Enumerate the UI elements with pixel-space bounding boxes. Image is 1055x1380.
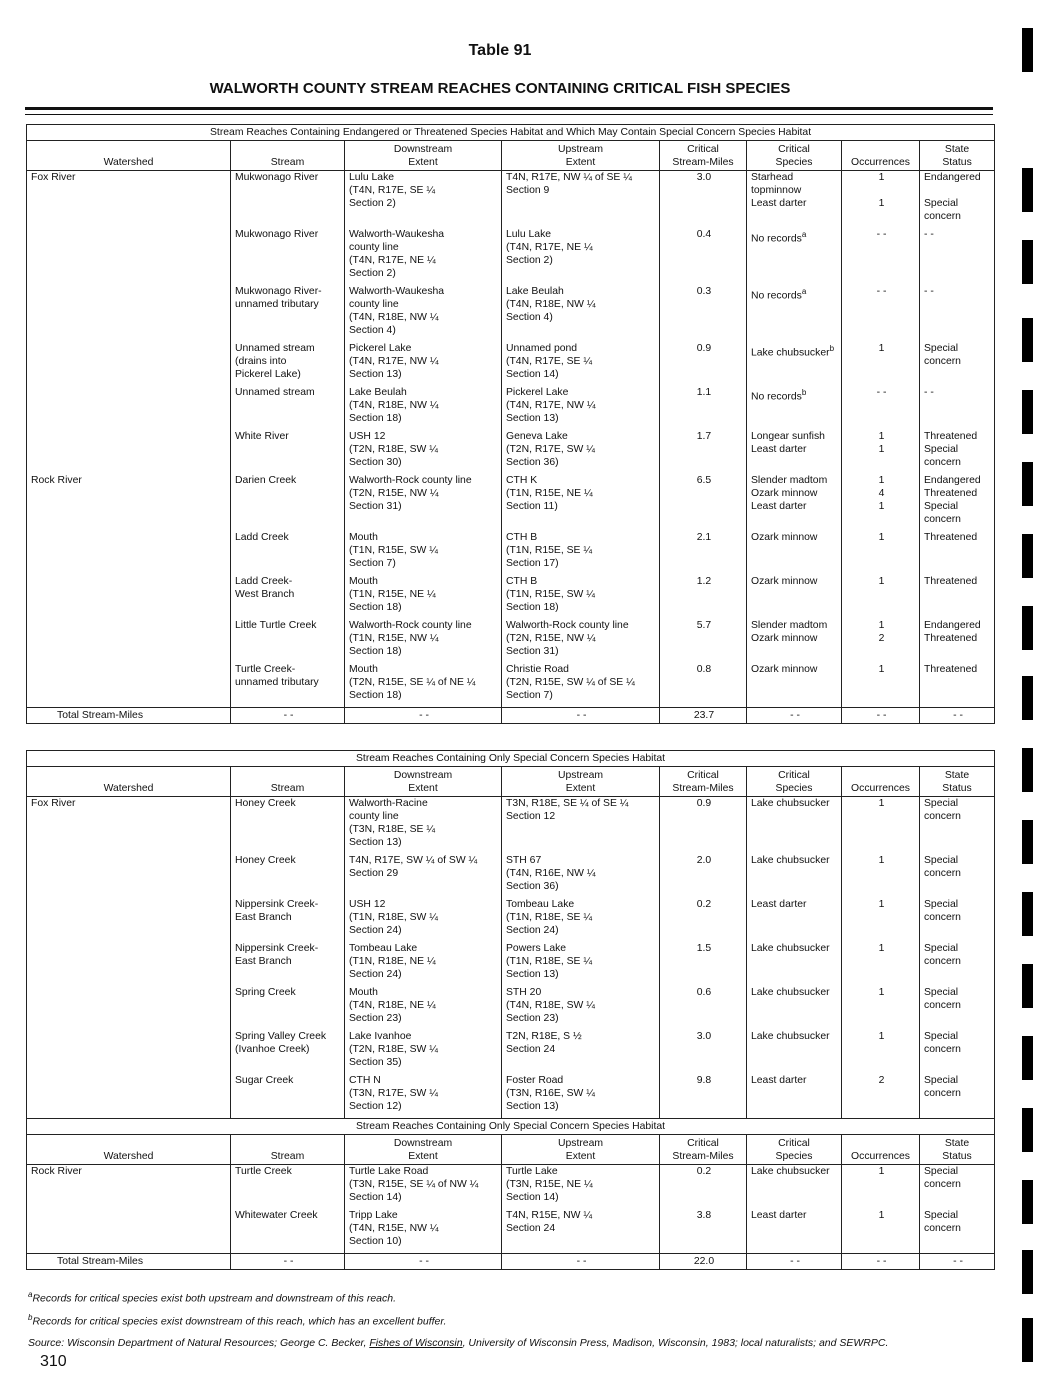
- cell-watershed: Rock River: [27, 474, 231, 531]
- cell-watershed: [27, 663, 231, 708]
- header-upstream-extent: Upstream Extent: [502, 141, 660, 171]
- cell-state-status: Threatened: [920, 531, 995, 575]
- header-stream: Stream: [231, 1135, 345, 1165]
- header-watershed: Watershed: [27, 141, 231, 171]
- registration-mark: [1022, 748, 1033, 792]
- registration-mark: [1022, 1036, 1033, 1080]
- cell-downstream-extent: Walworth-Rock county line (T1N, R15E, NW ¼ Section 18): [345, 619, 502, 663]
- cell-state-status: Special concern: [920, 1165, 995, 1210]
- table-row: [27, 898, 995, 942]
- cell-critical-species: Lake chubsucker: [747, 942, 842, 986]
- cell-critical-stream-miles: 0.8: [660, 663, 747, 708]
- cell-stream: Spring Creek: [231, 986, 345, 1030]
- table-row: [27, 854, 995, 898]
- table-row: [27, 575, 995, 619]
- cell-downstream-extent: Walworth-Racine county line (T3N, R18E, SE ¼ Section 13): [345, 797, 502, 855]
- total-critical-stream-miles: 23.7: [660, 708, 747, 724]
- cell-watershed: [27, 1074, 231, 1119]
- total-downstream-extent: - -: [345, 708, 502, 724]
- cell-downstream-extent: Pickerel Lake (T4N, R17E, NW ¼ Section 13): [345, 342, 502, 386]
- total-row: [27, 708, 995, 724]
- cell-downstream-extent: Turtle Lake Road (T3N, R15E, SE ¼ of NW ¼ Section 14): [345, 1165, 502, 1210]
- cell-critical-species: Least darter: [747, 898, 842, 942]
- cell-critical-species: Lake chubsucker$^b$: [747, 342, 842, 386]
- cell-state-status: - -: [920, 285, 995, 342]
- cell-downstream-extent: Tripp Lake (T4N, R15E, NW ¼ Section 10): [345, 1209, 502, 1254]
- cell-upstream-extent: Foster Road (T3N, R16E, SW ¼ Section 13): [502, 1074, 660, 1119]
- cell-critical-stream-miles: 3.8: [660, 1209, 747, 1254]
- cell-critical-species: Least darter: [747, 1209, 842, 1254]
- header-downstream-extent: Downstream Extent: [345, 141, 502, 171]
- header-occurrences: Occurrences: [842, 767, 920, 797]
- cell-critical-species: Lake chubsucker: [747, 986, 842, 1030]
- cell-upstream-extent: T4N, R17E, NW ¼ of SE ¼ Section 9: [502, 171, 660, 229]
- registration-mark: [1022, 168, 1033, 212]
- cell-stream: Unnamed stream (drains into Pickerel Lake): [231, 342, 345, 386]
- title-rule-thick: [25, 107, 993, 110]
- cell-critical-stream-miles: 6.5: [660, 474, 747, 531]
- header-critical-species: Critical Species: [747, 1135, 842, 1165]
- cell-critical-species: Ozark minnow: [747, 575, 842, 619]
- cell-occurrences: 1 1: [842, 171, 920, 229]
- cell-stream: Whitewater Creek: [231, 1209, 345, 1254]
- cell-state-status: Endangered Threatened: [920, 619, 995, 663]
- cell-downstream-extent: Walworth-Waukesha county line (T4N, R18E, NW ¼ Section 4): [345, 285, 502, 342]
- header-critical-stream-miles: Critical Stream-Miles: [660, 1135, 747, 1165]
- cell-state-status: Endangered Special concern: [920, 171, 995, 229]
- cell-downstream-extent: T4N, R17E, SW ¼ of SW ¼ Section 29: [345, 854, 502, 898]
- cell-critical-stream-miles: 0.6: [660, 986, 747, 1030]
- header-upstream-extent: Upstream Extent: [502, 1135, 660, 1165]
- table-row: [27, 1030, 995, 1074]
- cell-watershed: [27, 1209, 231, 1254]
- cell-occurrences: 1: [842, 986, 920, 1030]
- cell-state-status: Endangered Threatened Special concern: [920, 474, 995, 531]
- cell-watershed: [27, 285, 231, 342]
- cell-watershed: [27, 619, 231, 663]
- cell-critical-stream-miles: 3.0: [660, 1030, 747, 1074]
- section-caption: [27, 125, 995, 141]
- cell-upstream-extent: CTH B (T1N, R15E, SE ¼ Section 17): [502, 531, 660, 575]
- table-title: WALWORTH COUNTY STREAM REACHES CONTAINING CRITICAL FISH SPECIES: [209, 80, 791, 97]
- cell-critical-stream-miles: 0.4: [660, 228, 747, 285]
- total-critical-species: - -: [747, 708, 842, 724]
- cell-watershed: [27, 430, 231, 474]
- cell-critical-stream-miles: 1.5: [660, 942, 747, 986]
- cell-downstream-extent: Walworth-Rock county line (T2N, R15E, NW ¼ Section 31): [345, 474, 502, 531]
- cell-critical-species: Slender madtom Ozark minnow: [747, 619, 842, 663]
- table-row: [27, 1209, 995, 1254]
- cell-occurrences: 1: [842, 898, 920, 942]
- cell-watershed: [27, 228, 231, 285]
- cell-watershed: [27, 1030, 231, 1074]
- cell-stream: Mukwonago River: [231, 228, 345, 285]
- cell-critical-species: Lake chubsucker: [747, 854, 842, 898]
- section-caption: [27, 751, 995, 767]
- cell-state-status: Special concern: [920, 1209, 995, 1254]
- header-watershed: Watershed: [27, 1135, 231, 1165]
- total-upstream-extent: - -: [502, 708, 660, 724]
- total-state-status: - -: [920, 708, 995, 724]
- cell-stream: Ladd Creek- West Branch: [231, 575, 345, 619]
- header-critical-stream-miles: Critical Stream-Miles: [660, 767, 747, 797]
- cell-upstream-extent: Pickerel Lake (T4N, R17E, NW ¼ Section 13): [502, 386, 660, 430]
- cell-critical-stream-miles: 0.2: [660, 898, 747, 942]
- table-endangered-threatened: [26, 124, 995, 724]
- header-critical-species: Critical Species: [747, 141, 842, 171]
- header-critical-species: Critical Species: [747, 767, 842, 797]
- cell-critical-stream-miles: 1.1: [660, 386, 747, 430]
- table-number: Table 91: [468, 42, 532, 59]
- registration-mark: [1022, 462, 1033, 506]
- header-stream: Stream: [231, 767, 345, 797]
- cell-critical-species: Ozark minnow: [747, 663, 842, 708]
- cell-state-status: Threatened: [920, 575, 995, 619]
- total-watershed: Total Stream-Miles: [27, 1254, 231, 1270]
- cell-stream: White River: [231, 430, 345, 474]
- cell-state-status: Special concern: [920, 942, 995, 986]
- cell-upstream-extent: Geneva Lake (T2N, R17E, SW ¼ Section 36): [502, 430, 660, 474]
- cell-upstream-extent: STH 67 (T4N, R16E, NW ¼ Section 36): [502, 854, 660, 898]
- cell-state-status: Special concern: [920, 1074, 995, 1119]
- cell-occurrences: 1: [842, 854, 920, 898]
- cell-critical-species: Lake chubsucker: [747, 1165, 842, 1210]
- header-state-status: State Status: [920, 767, 995, 797]
- registration-mark: [1022, 1250, 1033, 1294]
- footnote-a: $^a$Records for critical species exist both upstream and downstream of this reach.: [28, 1290, 397, 1305]
- cell-state-status: - -: [920, 386, 995, 430]
- section-caption-text: Stream Reaches Containing Only Special Concern Species Habitat: [27, 751, 995, 767]
- table-special-concern: [26, 750, 995, 1270]
- cell-watershed: [27, 575, 231, 619]
- cell-upstream-extent: Tombeau Lake (T1N, R18E, SE ¼ Section 24): [502, 898, 660, 942]
- table-row: [27, 285, 995, 342]
- cell-stream: Nippersink Creek- East Branch: [231, 898, 345, 942]
- registration-mark: [1022, 820, 1033, 864]
- cell-stream: Little Turtle Creek: [231, 619, 345, 663]
- cell-watershed: [27, 942, 231, 986]
- cell-upstream-extent: Walworth-Rock county line (T2N, R15E, NW ¼ Section 31): [502, 619, 660, 663]
- cell-critical-species: No records$^a$: [747, 285, 842, 342]
- cell-downstream-extent: Lake Ivanhoe (T2N, R18E, SW ¼ Section 35): [345, 1030, 502, 1074]
- cell-critical-stream-miles: 1.7: [660, 430, 747, 474]
- registration-mark: [1022, 318, 1033, 362]
- cell-upstream-extent: CTH B (T1N, R15E, SW ¼ Section 18): [502, 575, 660, 619]
- cell-critical-stream-miles: 2.0: [660, 854, 747, 898]
- cell-stream: Ladd Creek: [231, 531, 345, 575]
- cell-critical-species: Ozark minnow: [747, 531, 842, 575]
- total-stream: - -: [231, 708, 345, 724]
- cell-occurrences: 1: [842, 575, 920, 619]
- cell-critical-species: Least darter: [747, 1074, 842, 1119]
- registration-mark: [1022, 676, 1033, 720]
- cell-occurrences: 2: [842, 1074, 920, 1119]
- cell-state-status: Special concern: [920, 986, 995, 1030]
- registration-mark: [1022, 892, 1033, 936]
- cell-occurrences: 1: [842, 797, 920, 855]
- cell-state-status: Special concern: [920, 1030, 995, 1074]
- cell-occurrences: 1: [842, 1030, 920, 1074]
- registration-mark: [1022, 240, 1033, 284]
- total-stream: - -: [231, 1254, 345, 1270]
- header-critical-stream-miles: Critical Stream-Miles: [660, 141, 747, 171]
- registration-mark: [1022, 28, 1033, 72]
- header-upstream-extent: Upstream Extent: [502, 767, 660, 797]
- table-row: [27, 430, 995, 474]
- cell-state-status: - -: [920, 228, 995, 285]
- cell-watershed: [27, 386, 231, 430]
- cell-stream: Turtle Creek: [231, 1165, 345, 1210]
- cell-downstream-extent: Mouth (T2N, R15E, SE ¼ of NE ¼ Section 18): [345, 663, 502, 708]
- cell-critical-stream-miles: 0.2: [660, 1165, 747, 1210]
- cell-stream: Mukwonago River: [231, 171, 345, 229]
- section-caption: [27, 1119, 995, 1135]
- cell-occurrences: 1 4 1: [842, 474, 920, 531]
- cell-watershed: Rock River: [27, 1165, 231, 1210]
- cell-critical-species: Longear sunfish Least darter: [747, 430, 842, 474]
- cell-upstream-extent: Christie Road (T2N, R15E, SW ¼ of SE ¼ Section 7): [502, 663, 660, 708]
- cell-critical-species: No records$^b$: [747, 386, 842, 430]
- cell-downstream-extent: Mouth (T1N, R15E, NE ¼ Section 18): [345, 575, 502, 619]
- table-row: [27, 619, 995, 663]
- cell-state-status: Special concern: [920, 898, 995, 942]
- cell-stream: Nippersink Creek- East Branch: [231, 942, 345, 986]
- cell-upstream-extent: T4N, R15E, NW ¼ Section 24: [502, 1209, 660, 1254]
- source-note: Source: Wisconsin Department of Natural Resources; George C. Becker, Fishes of Wisconsin, University of Wisconsin Press, Madison, Wisconsin, 1983; local naturalists; and SEWRPC.: [28, 1337, 889, 1349]
- cell-state-status: Threatened Special concern: [920, 430, 995, 474]
- cell-downstream-extent: Tombeau Lake (T1N, R18E, NE ¼ Section 24): [345, 942, 502, 986]
- cell-upstream-extent: Lake Beulah (T4N, R18E, NW ¼ Section 4): [502, 285, 660, 342]
- cell-occurrences: 1 2: [842, 619, 920, 663]
- section-caption-text: Stream Reaches Containing Only Special Concern Species Habitat: [27, 1119, 995, 1135]
- header-occurrences: Occurrences: [842, 1135, 920, 1165]
- table-row: [27, 942, 995, 986]
- cell-stream: Spring Valley Creek (Ivanhoe Creek): [231, 1030, 345, 1074]
- total-critical-stream-miles: 22.0: [660, 1254, 747, 1270]
- cell-downstream-extent: Lulu Lake (T4N, R17E, SE ¼ Section 2): [345, 171, 502, 229]
- cell-occurrences: - -: [842, 386, 920, 430]
- cell-watershed: [27, 342, 231, 386]
- cell-upstream-extent: Turtle Lake (T3N, R15E, NE ¼ Section 14): [502, 1165, 660, 1210]
- cell-upstream-extent: Powers Lake (T1N, R18E, SE ¼ Section 13): [502, 942, 660, 986]
- header-row: [27, 767, 995, 797]
- header-row: [27, 1135, 995, 1165]
- cell-critical-stream-miles: 1.2: [660, 575, 747, 619]
- table-row: [27, 386, 995, 430]
- table-row: [27, 474, 995, 531]
- header-occurrences: Occurrences: [842, 141, 920, 171]
- cell-critical-stream-miles: 2.1: [660, 531, 747, 575]
- cell-watershed: [27, 531, 231, 575]
- table-row: [27, 797, 995, 855]
- cell-state-status: Special concern: [920, 342, 995, 386]
- cell-downstream-extent: Mouth (T4N, R18E, NE ¼ Section 23): [345, 986, 502, 1030]
- cell-critical-stream-miles: 5.7: [660, 619, 747, 663]
- cell-downstream-extent: USH 12 (T1N, R18E, SW ¼ Section 24): [345, 898, 502, 942]
- header-stream: Stream: [231, 141, 345, 171]
- cell-critical-stream-miles: 3.0: [660, 171, 747, 229]
- cell-occurrences: 1: [842, 342, 920, 386]
- cell-occurrences: 1: [842, 1209, 920, 1254]
- table-row: [27, 228, 995, 285]
- header-state-status: State Status: [920, 141, 995, 171]
- cell-upstream-extent: T2N, R18E, S ½ Section 24: [502, 1030, 660, 1074]
- header-state-status: State Status: [920, 1135, 995, 1165]
- header-row: [27, 141, 995, 171]
- cell-stream: Mukwonago River- unnamed tributary: [231, 285, 345, 342]
- cell-downstream-extent: Lake Beulah (T4N, R18E, NW ¼ Section 18): [345, 386, 502, 430]
- cell-critical-species: Slender madtom Ozark minnow Least darter: [747, 474, 842, 531]
- cell-downstream-extent: USH 12 (T2N, R18E, SW ¼ Section 30): [345, 430, 502, 474]
- cell-stream: Turtle Creek- unnamed tributary: [231, 663, 345, 708]
- table-row: [27, 342, 995, 386]
- header-watershed: Watershed: [27, 767, 231, 797]
- cell-upstream-extent: Lulu Lake (T4N, R17E, NE ¼ Section 2): [502, 228, 660, 285]
- cell-critical-species: Starhead topminnow Least darter: [747, 171, 842, 229]
- cell-upstream-extent: T3N, R18E, SE ¼ of SE ¼ Section 12: [502, 797, 660, 855]
- registration-mark: [1022, 1108, 1033, 1152]
- total-row: [27, 1254, 995, 1270]
- cell-occurrences: 1 1: [842, 430, 920, 474]
- cell-critical-species: Lake chubsucker: [747, 797, 842, 855]
- table-row: [27, 1074, 995, 1119]
- table-row: [27, 663, 995, 708]
- cell-critical-stream-miles: 9.8: [660, 1074, 747, 1119]
- cell-occurrences: - -: [842, 228, 920, 285]
- registration-mark: [1022, 1180, 1033, 1224]
- cell-downstream-extent: Mouth (T1N, R15E, SW ¼ Section 7): [345, 531, 502, 575]
- total-critical-species: - -: [747, 1254, 842, 1270]
- table-row: [27, 1165, 995, 1210]
- registration-mark: [1022, 1318, 1033, 1362]
- cell-watershed: [27, 986, 231, 1030]
- page-number: 310: [40, 1353, 67, 1370]
- cell-critical-species: Lake chubsucker: [747, 1030, 842, 1074]
- registration-mark: [1022, 534, 1033, 578]
- title-rule-thin: [25, 114, 993, 115]
- cell-state-status: Special concern: [920, 854, 995, 898]
- cell-downstream-extent: CTH N (T3N, R17E, SW ¼ Section 12): [345, 1074, 502, 1119]
- cell-stream: Darien Creek: [231, 474, 345, 531]
- table-row: [27, 986, 995, 1030]
- cell-stream: Unnamed stream: [231, 386, 345, 430]
- registration-mark: [1022, 606, 1033, 650]
- cell-state-status: Special concern: [920, 797, 995, 855]
- cell-watershed: [27, 854, 231, 898]
- header-downstream-extent: Downstream Extent: [345, 767, 502, 797]
- total-watershed: Total Stream-Miles: [27, 708, 231, 724]
- total-downstream-extent: - -: [345, 1254, 502, 1270]
- cell-watershed: Fox River: [27, 797, 231, 855]
- cell-upstream-extent: STH 20 (T4N, R18E, SW ¼ Section 23): [502, 986, 660, 1030]
- total-state-status: - -: [920, 1254, 995, 1270]
- table-row: [27, 171, 995, 229]
- header-downstream-extent: Downstream Extent: [345, 1135, 502, 1165]
- cell-state-status: Threatened: [920, 663, 995, 708]
- cell-occurrences: - -: [842, 285, 920, 342]
- total-occurrences: - -: [842, 1254, 920, 1270]
- cell-upstream-extent: Unnamed pond (T4N, R17E, SE ¼ Section 14): [502, 342, 660, 386]
- cell-occurrences: 1: [842, 663, 920, 708]
- cell-occurrences: 1: [842, 1165, 920, 1210]
- total-occurrences: - -: [842, 708, 920, 724]
- registration-mark: [1022, 964, 1033, 1008]
- cell-occurrences: 1: [842, 942, 920, 986]
- total-upstream-extent: - -: [502, 1254, 660, 1270]
- cell-critical-stream-miles: 0.3: [660, 285, 747, 342]
- registration-mark: [1022, 390, 1033, 434]
- cell-watershed: Fox River: [27, 171, 231, 229]
- cell-occurrences: 1: [842, 531, 920, 575]
- section-caption-text: Stream Reaches Containing Endangered or Threatened Species Habitat and Which May Contain Special Concern Species Habitat: [27, 125, 995, 141]
- cell-downstream-extent: Walworth-Waukesha county line (T4N, R17E, NE ¼ Section 2): [345, 228, 502, 285]
- cell-stream: Sugar Creek: [231, 1074, 345, 1119]
- cell-stream: Honey Creek: [231, 854, 345, 898]
- table-row: [27, 531, 995, 575]
- cell-critical-stream-miles: 0.9: [660, 342, 747, 386]
- cell-critical-species: No records$^a$: [747, 228, 842, 285]
- cell-critical-stream-miles: 0.9: [660, 797, 747, 855]
- footnote-b: $^b$Records for critical species exist downstream of this reach, which has an excellent buffer.: [28, 1313, 447, 1328]
- cell-stream: Honey Creek: [231, 797, 345, 855]
- cell-upstream-extent: CTH K (T1N, R15E, NE ¼ Section 11): [502, 474, 660, 531]
- cell-watershed: [27, 898, 231, 942]
